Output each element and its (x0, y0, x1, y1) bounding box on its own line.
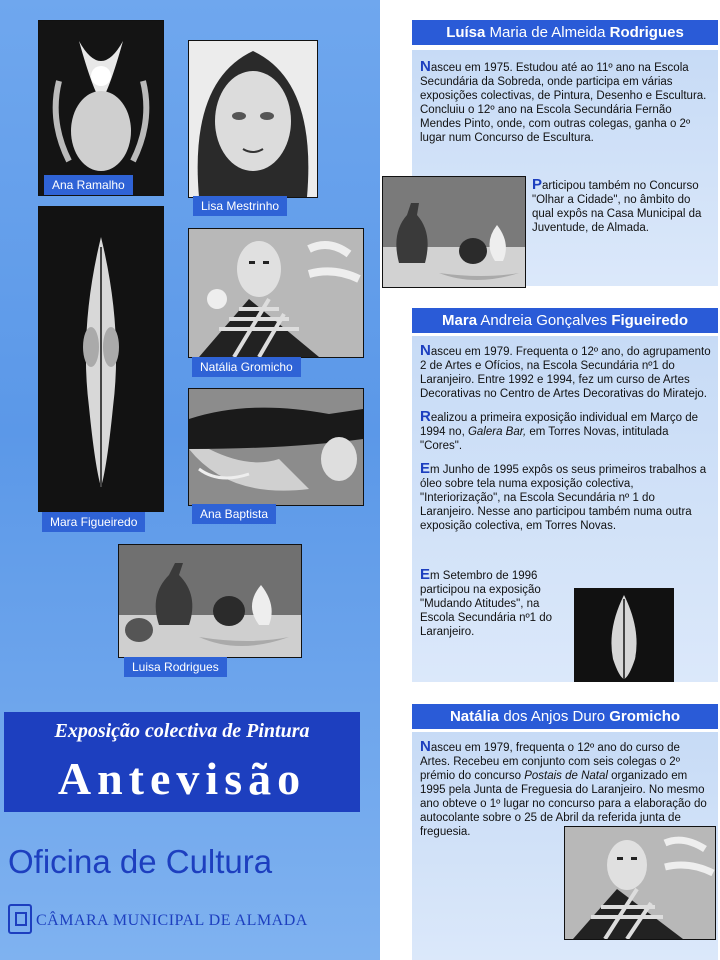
artist-bio-luisa-1 (420, 60, 712, 154)
artist-bio-mara-4 (420, 568, 570, 648)
name-last: Rodrigues (609, 24, 684, 41)
exhibition-subtitle: Exposição colectiva de Pintura (54, 720, 310, 742)
artwork-mara-figueiredo (38, 206, 164, 512)
bio-text: m Setembro de 1996 participou na exposição "Mudando Atitudes", na Escola Secundária nº1 do Laranjeiro. (420, 570, 553, 638)
bio-text: organizado em 1995 pela Junta de Freguesia do Laranjeiro. No mesmo ano obteve o 1º lugar no concurso para a elaboração do autocolante sobre o 25 de Abril da referida junta de freguesia. (420, 770, 707, 838)
name-middle: dos Anjos Duro (503, 708, 606, 725)
bio-text: asceu em 1979. Frequenta o 12º ano, do agrupamento 2 de Artes e Ofícios, na Escola Secundária nº1 do Laranjeiro. Entre 1992 e 1994, fez um curso de Artes Decorativas no Centro de Artes Decorativas do Miratejo. (420, 346, 711, 400)
figures-thumbnail (575, 589, 673, 681)
venue-name: Galera Bar, (467, 426, 527, 438)
bio-text: m Junho de 1995 expôs os seus primeiros trabalhos a óleo sobre tela numa exposição colectiva, "Interiorização", na Escola Secundária nº 1 do Laranjeiro. Nesse ano participou também numa outra exposição colectiva, em Torres Novas. (420, 464, 707, 532)
figures-painting (39, 207, 163, 511)
municipality-logo-icon (8, 904, 32, 934)
artwork-mara-thumbnail (574, 588, 674, 682)
abstract-figure-painting (39, 21, 163, 195)
artwork-natalia-thumbnail (564, 826, 716, 940)
bald-figure-thumbnail (565, 827, 715, 939)
still-life-painting (119, 545, 301, 657)
municipality-name: CÂMARA MUNICIPAL DE ALMADA (36, 912, 308, 929)
bio-text: ealizou a primeira exposição individual em Março de 1994 no, (420, 412, 699, 438)
drop-cap: E (420, 460, 431, 477)
right-column (382, 0, 720, 960)
drop-cap: N (420, 738, 431, 755)
name-first: Natália (449, 708, 500, 725)
name-first: Luísa (446, 24, 486, 41)
face-closeup-painting (189, 389, 363, 505)
artwork-ana-ramalho (38, 20, 164, 196)
artwork-ana-baptista (188, 388, 364, 506)
drop-cap: E (420, 566, 431, 583)
name-middle: Maria de Almeida (489, 24, 606, 41)
artist-bio-mara (420, 344, 712, 542)
bald-figure-painting (189, 229, 363, 357)
name-middle: Andreia Gonçalves (480, 312, 608, 329)
contest-name: Postais de Natal (524, 770, 608, 782)
caption-ana-baptista: Ana Baptista (192, 504, 276, 524)
portrait-painting (189, 41, 317, 197)
caption-natalia-gromicho: Natália Gromicho (192, 357, 301, 377)
artist-header-mara (412, 308, 718, 333)
organizer-name: Oficina de Cultura (8, 843, 273, 880)
drop-cap: R (420, 408, 431, 425)
caption-luisa-rodrigues: Luisa Rodrigues (124, 657, 227, 677)
caption-ana-ramalho: Ana Ramalho (44, 175, 133, 195)
name-first: Mara (442, 312, 478, 329)
artwork-luisa-rodrigues (118, 544, 302, 658)
exhibition-title-box (4, 712, 360, 812)
drop-cap: N (420, 342, 431, 359)
exhibition-title: Antevisão (57, 753, 307, 804)
artwork-natalia-gromicho (188, 228, 364, 358)
caption-lisa-mestrinho: Lisa Mestrinho (193, 196, 287, 216)
name-last: Figueiredo (611, 312, 688, 329)
name-last: Gromicho (609, 708, 681, 725)
artist-header-natalia (412, 704, 718, 729)
bio-text: articipou também no Concurso "Olhar a Cidade", no âmbito do qual expôs na Casa Municipal da Juventude, de Almada. (532, 180, 702, 234)
artwork-lisa-mestrinho (188, 40, 318, 198)
bio-text: asceu em 1975. Estudou até ao 11º ano na Escola Secundária da Sobreda, onde participa em várias exposições colectivas, de Pintura, Desenho e Escultura. Concluiu o 12º ano na Escola Secundária Fernão Mendes Pinto, onde, com outras colegas, ganha o 2º lugar num Concurso de Escultura. (420, 62, 707, 144)
drop-cap: P (532, 176, 543, 193)
artist-bio-luisa-2 (532, 178, 712, 244)
drop-cap: N (420, 58, 431, 75)
artist-header-luisa (412, 20, 718, 45)
still-life-thumbnail (383, 177, 525, 287)
bio-text: em Torres Novas, intitulada "Cores". (420, 426, 669, 452)
artwork-luisa-thumbnail (382, 176, 526, 288)
caption-mara-figueiredo: Mara Figueiredo (42, 512, 145, 532)
bio-text: asceu em 1979, frequenta o 12º ano do curso de Artes. Recebeu em conjunto com seis colegas o 2º prémio do concurso (420, 742, 680, 782)
